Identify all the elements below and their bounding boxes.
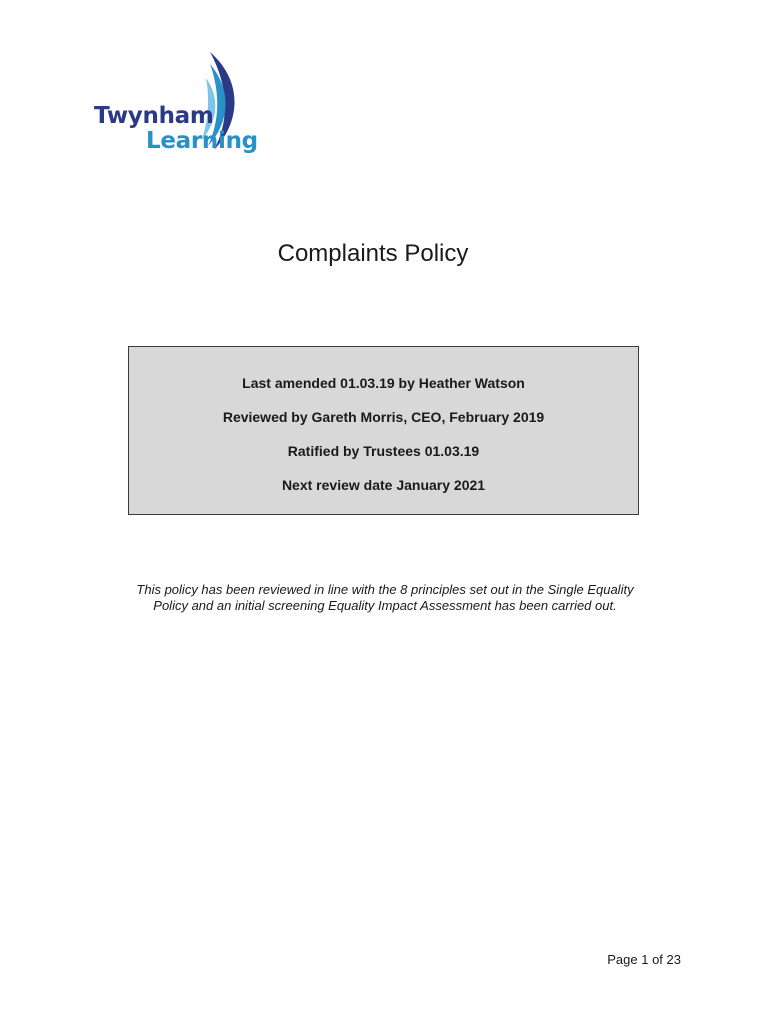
logo-word-twynham: Twynham — [94, 103, 214, 129]
document-title: Complaints Policy — [277, 240, 469, 267]
logo-word-learning: Learning — [146, 128, 258, 154]
next-review-text: Next review date January 2021 — [281, 477, 486, 493]
page-number: Page 1 of 23 — [607, 952, 681, 967]
twynham-learning-logo — [92, 50, 258, 160]
last-amended-text: Last amended 01.03.19 by Heather Watson — [242, 375, 525, 391]
reviewed-by-text: Reviewed by Gareth Morris, CEO, February 2019 — [222, 409, 545, 425]
ratified-by-text: Ratified by Trustees 01.03.19 — [287, 443, 480, 459]
equality-statement: This policy has been reviewed in line with the 8 principles set out in the Single Equality Policy and an initial screening Equality Impact Assessment has been carried out. — [136, 582, 634, 613]
document-info-box — [128, 346, 639, 515]
